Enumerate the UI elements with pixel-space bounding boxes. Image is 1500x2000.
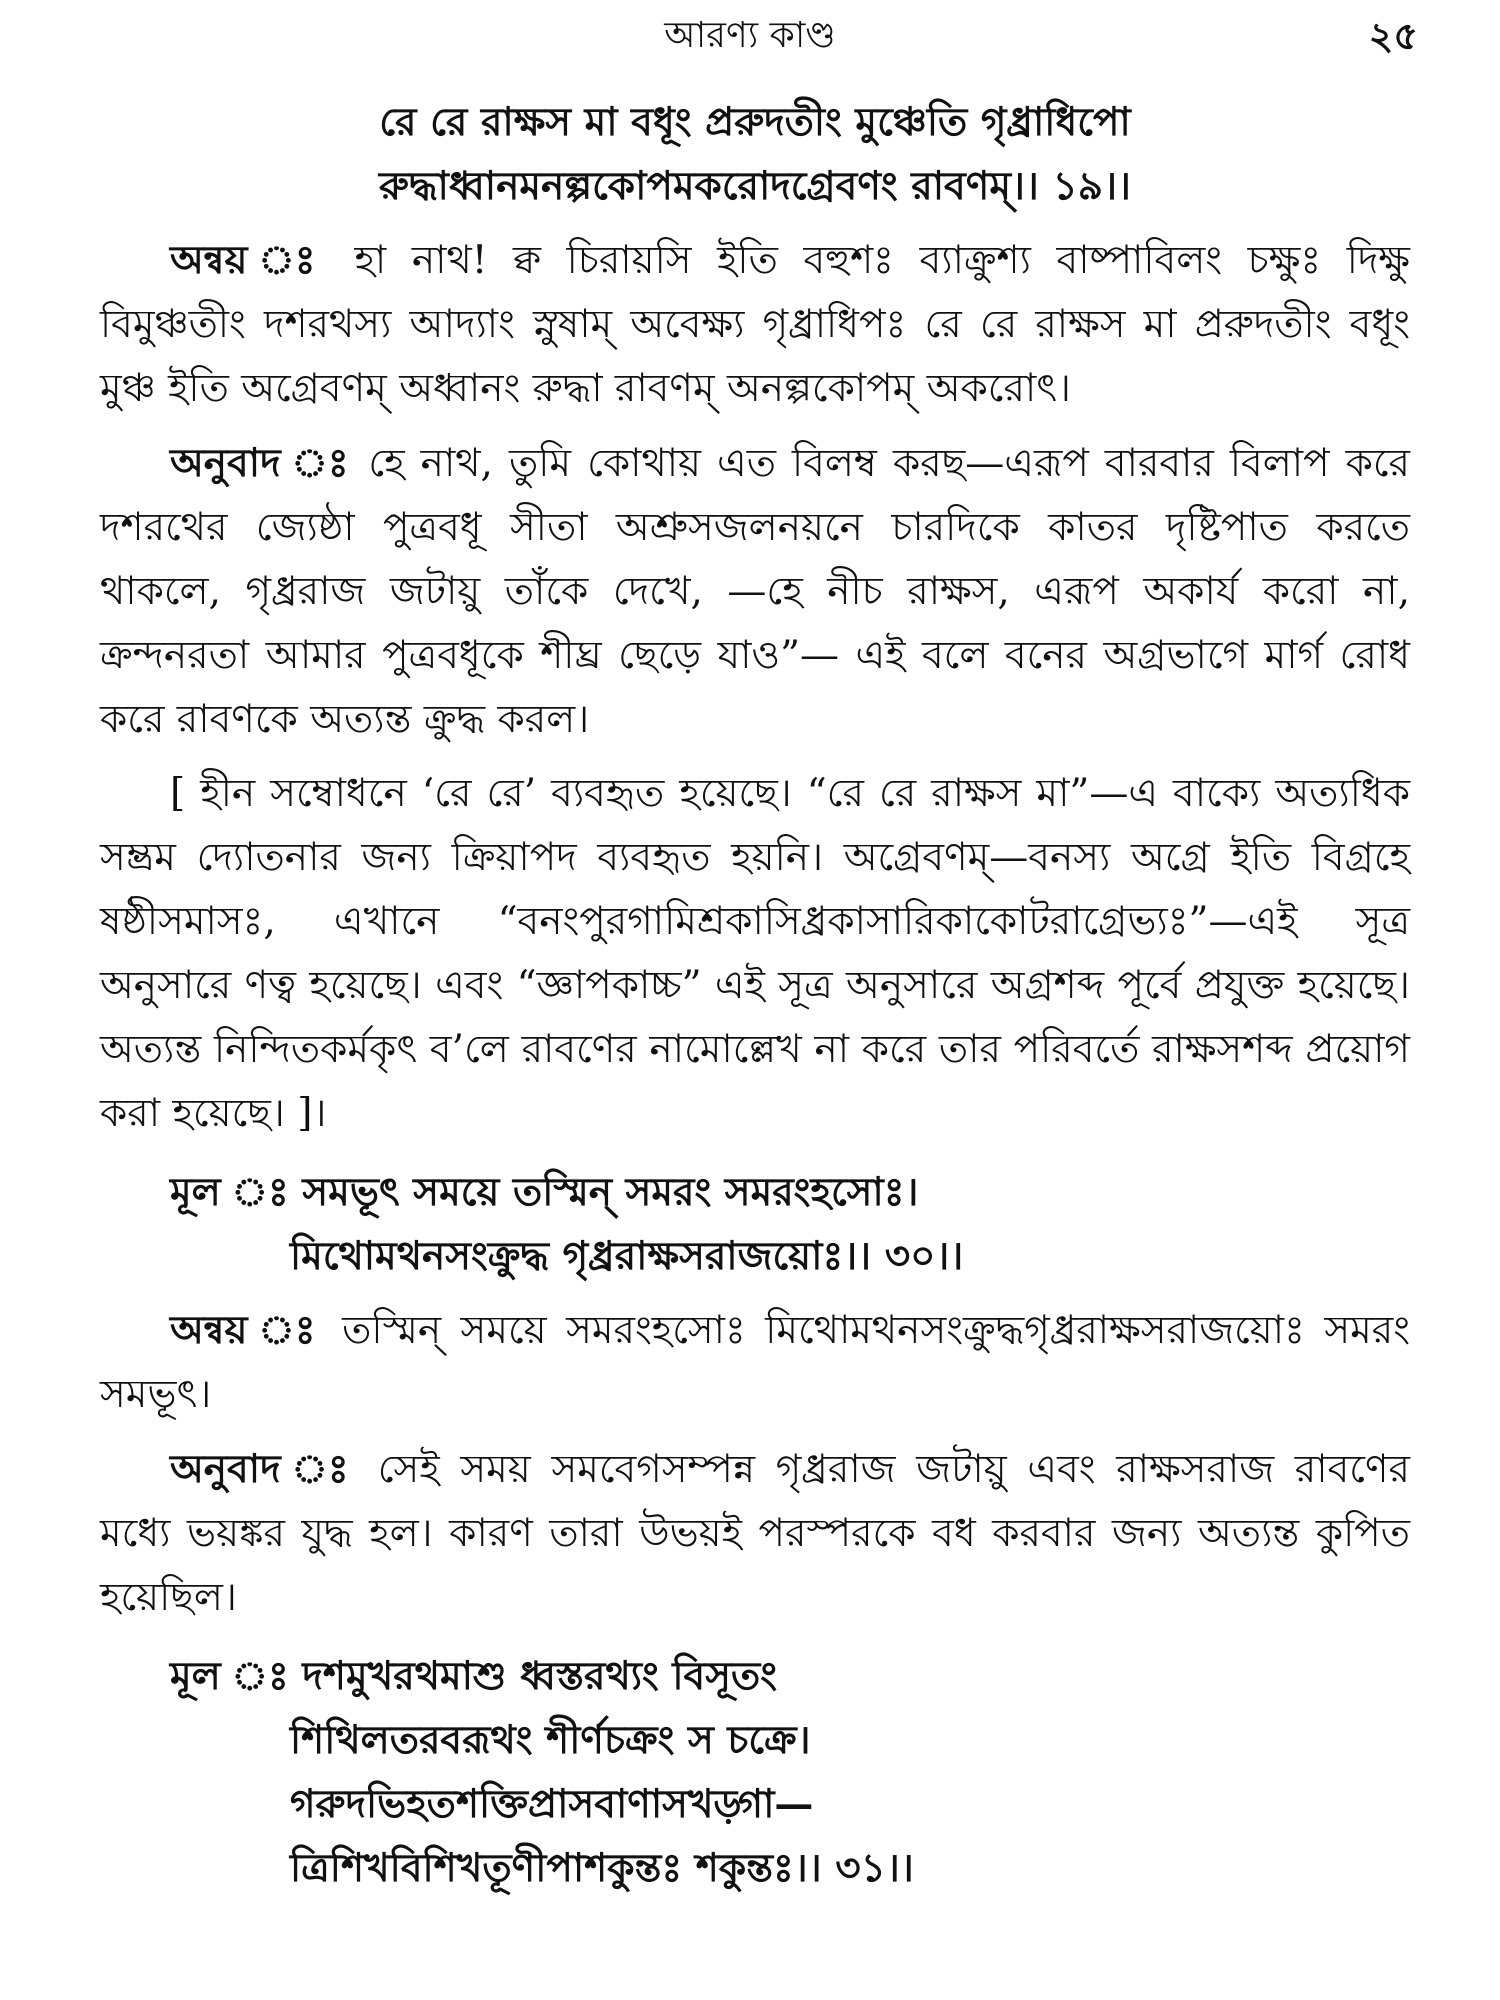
anubad-30-text: সেই সময় সমবেগসম্পন্ন গৃধ্ররাজ জটায়ু এবং রাক্ষসরাজ রাবণের মধ্যে ভয়ঙ্কর যুদ্ধ হল। কারণ তারা উভয়ই পরস্পরকে বধ করবার জন্য অত্যন্ত কুপিত হয়েছিল। xyxy=(100,1447,1410,1620)
anubad-30 xyxy=(100,1437,1410,1630)
anvaya-label: অন্বয় ঃ xyxy=(170,237,329,283)
mula-31-line-3: গরুদভিহতশক্তিপ্রাসবাণাসখড়্গা— xyxy=(290,1781,814,1827)
anubad-29 xyxy=(100,431,1410,752)
mula-31 xyxy=(170,1644,1410,1900)
mula-31-line-1 xyxy=(170,1644,1410,1708)
anubad-label: অনুবাদ ঃ xyxy=(170,1446,357,1492)
mula-30-line-2: মিথোমথনসংক্রুদ্ধ গৃধ্ররাক্ষসরাজয়োঃ।। ৩০।। xyxy=(290,1233,964,1279)
anvaya-label: অন্বয় ঃ xyxy=(170,1307,323,1353)
verse-29-line-1: রে রে রাক্ষস মা বধূং প্ররুদতীং মুঞ্চেতি গৃধ্রাধিপো xyxy=(379,99,1131,145)
verse-29-line-2: রুদ্ধাধ্বানমনল্পকোপমকরোদগ্রেবণং রাবণম্।। ১৯।। xyxy=(379,163,1131,209)
mula-30-text-1: সমভূৎ সময়ে তস্মিন্ সমরং সমরংহসোঃ। xyxy=(302,1169,919,1215)
mula-label: মূল ঃ xyxy=(170,1169,289,1215)
page-body xyxy=(100,90,1410,1900)
anvaya-30-text: তস্মিন্ সময়ে সমরংহসোঃ মিথোমথনসংক্রুদ্ধগৃধ্ররাক্ষসরাজয়োঃ সমরং সমভূৎ। xyxy=(100,1308,1410,1417)
mula-31-line-4: ত্রিশিখবিশিখতূণীপাশকুন্তঃ শকুন্তঃ।। ৩১।। xyxy=(290,1845,914,1891)
mula-label: মূল ঃ xyxy=(170,1653,289,1699)
note-29: [ হীন সম্বোধনে ‘রে রে’ ব্যবহৃত হয়েছে। “রে রে রাক্ষস মা”—এ বাক্যে অত্যধিক সম্ভ্রম দ্যোতনার জন্য ক্রিয়াপদ ব্যবহৃত হয়নি। অগ্রেবণম্—বনস্য অগ্রে ইতি বিগ্রহে ষষ্ঠীসমাসঃ, এখানে “বনংপুরগামিশ্রকাসিধ্রকাসারিকাকোটরাগ্রেভ্যঃ”—এই সূত্র অনুসারে ণত্ব হয়েছে। এবং “জ্ঞাপকাচ্চ” এই সূত্র অনুসারে অগ্রশব্দ পূর্বে প্রযুক্ত হয়েছে। অত্যন্ত নিন্দিতকর্মকৃৎ ব’লে রাবণের নামোল্লেখ না করে তার পরিবর্তে রাক্ষসশব্দ প্রয়োগ করা হয়েছে। ]। xyxy=(100,771,1410,1136)
mula-31-text-1: দশমুখরথমাশু ধ্বস্তরথ্যং বিসূতং xyxy=(302,1653,778,1699)
anvaya-29-text: হা নাথ! ক্ব চিরায়সি ইতি বহুশঃ ব্যাক্রুশ্য বাষ্পাবিলং চক্ষুঃ দিক্ষু বিমুঞ্চতীং দশরথস্য আদ্যাং স্নুষাম্ অবেক্ষ্য গৃধ্রাধিপঃ রে রে রাক্ষস মা প্ররুদতীং বধূং মুঞ্চ ইতি অগ্রেবণম্ অধ্বানং রুদ্ধা রাবণম্ অনল্পকোপম্ অকরোৎ। xyxy=(100,238,1410,411)
page-number: ২৫ xyxy=(1368,13,1418,58)
anubad-29-text: হে নাথ, তুমি কোথায় এত বিলম্ব করছ—এরূপ বারবার বিলাপ করে দশরথের জ্যেষ্ঠা পুত্রবধূ সীতা অশ্রুসজলনয়নে চারদিকে কাতর দৃষ্টিপাত করতে থাকলে, গৃধ্ররাজ জটায়ু তাঁকে দেখে, —হে নীচ রাক্ষস, এরূপ অকার্য করো না, ক্রন্দনরতা আমার পুত্রবধূকে শীঘ্র ছেড়ে যাও”— এই বলে বনের অগ্রভাগে মার্গ রোধ করে রাবণকে অত্যন্ত ক্রুদ্ধ করল। xyxy=(100,441,1410,742)
anvaya-30 xyxy=(100,1298,1410,1427)
running-title: আরণ্য কাণ্ড xyxy=(664,15,836,56)
page-header xyxy=(0,6,1500,66)
anvaya-29 xyxy=(100,228,1410,421)
mula-30-line-1 xyxy=(170,1160,1410,1224)
mula-31-line-2: শিথিলতরবরূথং শীর্ণচক্রং স চক্রে। xyxy=(290,1717,811,1763)
mula-30 xyxy=(170,1160,1410,1288)
anubad-label: অনুবাদ ঃ xyxy=(170,440,353,486)
